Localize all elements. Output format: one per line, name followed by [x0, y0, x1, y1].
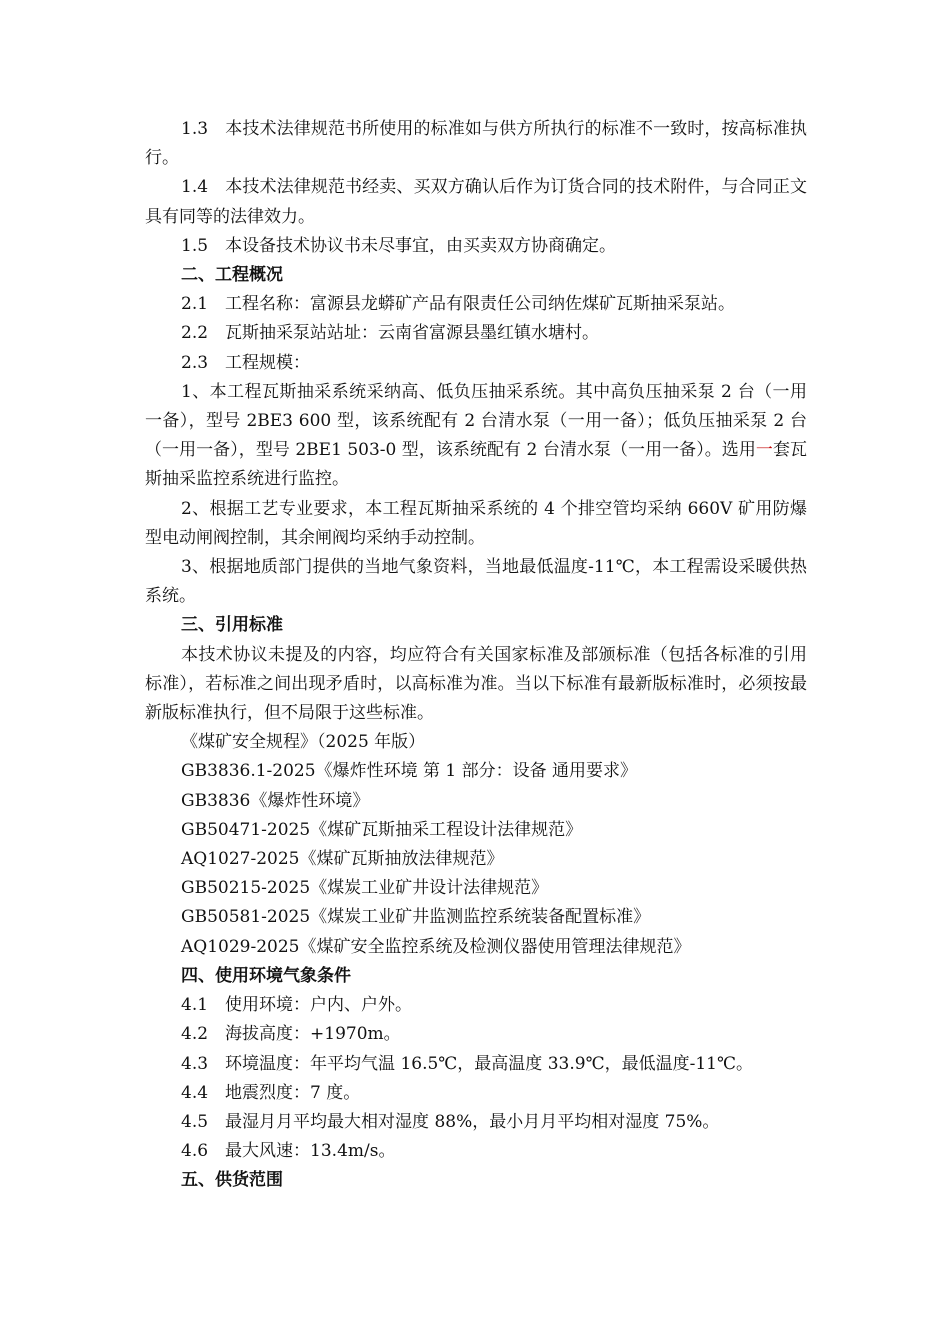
scale-paragraph-1-highlight: 一 [755, 440, 773, 461]
environment-item: 4.5 最湿月月平均最大相对湿度 88%，最小月月平均相对湿度 75%。 [181, 1111, 720, 1132]
environment-item: 4.1 使用环境：户内、户外。 [181, 995, 413, 1016]
standard-item: AQ1029-2025《煤矿安全监控系统及检测仪器使用管理法律规范》 [181, 936, 691, 957]
section-heading-project-overview: 二、工程概况 [181, 265, 283, 286]
standard-item: GB3836.1-2025《爆炸性环境 第 1 部分：设备 通用要求》 [181, 761, 637, 782]
environment-item: 4.3 环境温度：年平均气温 16.5℃，最高温度 33.9℃，最低温度-11℃。 [181, 1053, 753, 1074]
standard-item: GB50471-2025《煤矿瓦斯抽采工程设计法律规范》 [181, 819, 583, 840]
standards-intro: 本技术协议未提及的内容，均应符合有关国家标准及部颁标准（包括各标准的引用标准），若标准之间出现矛盾时，以高标准为准。当以下标准有最新版标准时，必须按最新版标准执行，但不局限于这些标准。 [145, 644, 807, 724]
environment-item: 4.6 最大风速：13.4m/s。 [181, 1141, 396, 1162]
section-heading-environment-conditions: 四、使用环境气象条件 [181, 965, 351, 986]
section-heading-supply-scope: 五、供货范围 [181, 1170, 283, 1191]
scale-paragraph-1 [145, 378, 807, 495]
clause-1-3: 1.3 本技术法律规范书所使用的标准如与供方所执行的标准不一致时，按高标准执行。 [145, 119, 807, 169]
scale-paragraph-3: 3、根据地质部门提供的当地气象资料，当地最低温度-11℃，本工程需设采暖供热系统。 [145, 557, 807, 607]
document-page [145, 115, 807, 1196]
clause-1-4: 1.4 本技术法律规范书经卖、买双方确认后作为订货合同的技术附件，与合同正文具有同等的法律效力。 [145, 177, 807, 227]
scale-paragraph-1-text: 1、本工程瓦斯抽采系统采纳高、低负压抽采系统。其中高负压抽采泵 2 台（一用一备），型号 2BE3 600 型，该系统配有 2 台清水泵（一用一备）；低负压抽采泵 2 台（一用一备），型号 2BE1 503-0 型，该系统配有 2 台清水泵（一用一备）。选用 [145, 381, 807, 461]
clause-2-2: 2.2 瓦斯抽采泵站站址：云南省富源县墨红镇水塘村。 [181, 323, 600, 344]
scale-paragraph-2: 2、根据工艺专业要求，本工程瓦斯抽采系统的 4 个排空管均采纳 660V 矿用防爆型电动闸阀控制，其余闸阀均采纳手动控制。 [145, 498, 807, 548]
standard-item: GB3836《爆炸性环境》 [181, 790, 370, 811]
clause-2-3: 2.3 工程规模： [181, 352, 311, 373]
standard-item: AQ1027-2025《煤矿瓦斯抽放法律规范》 [181, 849, 504, 870]
environment-item: 4.4 地震烈度：7 度。 [181, 1082, 361, 1103]
standard-item: GB50215-2025《煤炭工业矿井设计法律规范》 [181, 878, 549, 899]
standard-item: GB50581-2025《煤炭工业矿井监测监控系统装备配置标准》 [181, 907, 651, 928]
scale-paragraph-1-tail: 套瓦斯抽采监控系统进行监控。 [145, 440, 807, 490]
standard-item: 《煤矿安全规程》（2025 年版） [181, 732, 426, 753]
environment-item: 4.2 海拔高度：+1970m。 [181, 1024, 401, 1045]
section-heading-referenced-standards: 三、引用标准 [181, 615, 283, 636]
clause-2-1: 2.1 工程名称：富源县龙蟒矿产品有限责任公司纳佐煤矿瓦斯抽采泵站。 [181, 294, 736, 315]
clause-1-5: 1.5 本设备技术协议书未尽事宜，由买卖双方协商确定。 [181, 235, 617, 256]
